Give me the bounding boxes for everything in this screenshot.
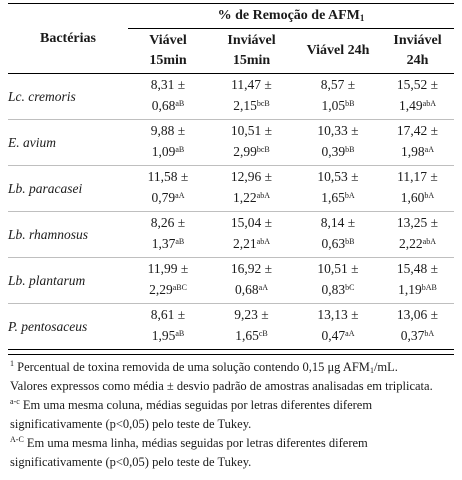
significance-letters: bC [345, 283, 355, 292]
sd-value: $2,22^{abA}$ [399, 236, 436, 251]
group-header: % de Remoção de $AFM_1$ [128, 4, 454, 29]
significance-letters: aBC [172, 283, 187, 292]
significance-letters: abA [256, 191, 270, 200]
sd-value: $0,39^{bB}$ [321, 144, 355, 159]
sd-value: $0,68^{aB}$ [151, 98, 185, 113]
significance-letters: bA [424, 191, 435, 200]
mean-value: 10,51 ± [317, 261, 359, 276]
value-cell [295, 74, 381, 120]
mean-value: 11,17 ± [397, 169, 438, 184]
footnote-1: $^1$ Percentual de toxina removida de uma solução contendo 0,15 μg $AFM_1/mL$. [10, 359, 398, 375]
mean-value: 10,51 ± [230, 123, 273, 138]
bacteria-name: Lc. cremoris [8, 74, 128, 120]
significance-letters: cB [258, 329, 268, 338]
row-header: Bactérias [8, 4, 128, 74]
mean-value: 13,06 ± [396, 307, 439, 322]
table-row [8, 258, 454, 304]
mean-value: 11,58 ± [147, 169, 189, 184]
footnote-3: $^{a-c}$ Em uma mesma coluna, médias seguidas por letras diferentes diferem significativamente (p<0,05) pelo teste de Tukey. [10, 397, 373, 431]
value-cell [128, 304, 208, 350]
sd-value: $0,68^{aA}$ [235, 282, 268, 297]
sd-value: $1,09^{aB}$ [151, 144, 185, 159]
sd-value: $1,05^{bB}$ [321, 98, 355, 113]
sd-value: $2,99^{bcB}$ [233, 144, 270, 159]
sd-value: $2,29^{aBC}$ [149, 282, 187, 297]
value-cell [381, 74, 454, 120]
mean-value: 8,31 ± [150, 77, 186, 92]
sd-value: $0,63^{bB}$ [321, 236, 355, 251]
mean-value: 8,61 ± [150, 307, 186, 322]
significance-letters: bB [345, 145, 355, 154]
value-cell [208, 258, 295, 304]
col-header-inviavel-24h: Inviável 24h [381, 29, 454, 74]
table-row [8, 74, 454, 120]
significance-letters: aB [175, 99, 185, 108]
value-cell [208, 74, 295, 120]
mean-value: 12,96 ± [230, 169, 273, 184]
significance-letters: aA [175, 191, 185, 200]
significance-letters: abA [422, 99, 436, 108]
mean-value: 11,47 ± [231, 77, 272, 92]
bacteria-name: Lb. paracasei [8, 166, 128, 212]
significance-letters: aB [175, 329, 185, 338]
sd-value: $1,37^{aB}$ [151, 236, 185, 251]
sd-value: $1,49^{abA}$ [399, 98, 436, 113]
mean-value: 9,88 ± [150, 123, 186, 138]
significance-letters: aA [345, 329, 355, 338]
mean-value: 13,25 ± [396, 215, 439, 230]
value-cell [208, 166, 295, 212]
mean-value: 15,04 ± [230, 215, 273, 230]
value-cell [381, 212, 454, 258]
mean-value: 10,53 ± [317, 169, 359, 184]
mean-value: 16,92 ± [230, 261, 273, 276]
table-row [8, 304, 454, 350]
table-row [8, 166, 454, 212]
value-cell [128, 166, 208, 212]
significance-letters: aA [258, 283, 268, 292]
sd-value: $1,22^{abA}$ [233, 190, 270, 205]
value-cell [381, 166, 454, 212]
value-cell [295, 166, 381, 212]
mean-value: 15,52 ± [396, 77, 439, 92]
mean-value: 9,23 ± [234, 307, 269, 322]
mean-value: 13,13 ± [317, 307, 359, 322]
value-cell [128, 258, 208, 304]
sd-value: $0,47^{aA}$ [321, 328, 355, 343]
sd-value: $2,15^{bcB}$ [233, 98, 270, 113]
sd-value: $0,37^{bA}$ [400, 328, 435, 343]
value-cell [381, 304, 454, 350]
mean-value: 11,99 ± [147, 261, 189, 276]
footnote-4: $^{A-C}$ Em uma mesma linha, médias seguidas por letras diferentes diferem significativamente (p<0,05) pelo teste de Tukey. [10, 435, 368, 469]
col-header-viavel-15min: Viável 15min [128, 29, 208, 74]
table-footnotes [8, 354, 454, 472]
significance-letters: abA [256, 237, 270, 246]
table-container [8, 3, 454, 472]
bacteria-name: Lb. plantarum [8, 258, 128, 304]
sd-value: $1,65^{cB}$ [235, 328, 268, 343]
significance-letters: aB [175, 237, 185, 246]
value-cell [208, 212, 295, 258]
mean-value: 17,42 ± [396, 123, 439, 138]
significance-letters: abA [422, 237, 436, 246]
value-cell [295, 120, 381, 166]
value-cell [128, 74, 208, 120]
table-row [8, 120, 454, 166]
value-cell [128, 212, 208, 258]
sd-value: $1,65^{bA}$ [321, 190, 355, 205]
footnote-2: Valores expressos como média ± desvio padrão de amostras analisadas em triplicata. [10, 379, 433, 393]
value-cell [295, 212, 381, 258]
value-cell [295, 304, 381, 350]
value-cell [128, 120, 208, 166]
significance-letters: bA [344, 191, 355, 200]
mean-value: 8,57 ± [320, 77, 356, 92]
significance-letters: bB [345, 237, 355, 246]
mean-value: 8,14 ± [320, 215, 356, 230]
col-header-inviavel-15min: Inviável 15min [208, 29, 295, 74]
bacteria-name: Lb. rhamnosus [8, 212, 128, 258]
significance-letters: bcB [256, 145, 270, 154]
sd-value: $0,79^{aA}$ [151, 190, 185, 205]
sd-value: $1,98^{aA}$ [401, 144, 434, 159]
significance-letters: aA [424, 145, 434, 154]
sd-value: $1,19^{bAB}$ [398, 282, 437, 297]
col-header-viavel-24h: Viável 24h [295, 29, 381, 74]
table-row [8, 212, 454, 258]
mean-value: 8,26 ± [150, 215, 186, 230]
significance-letters: bB [345, 99, 355, 108]
mean-value: 15,48 ± [396, 261, 439, 276]
value-cell [381, 120, 454, 166]
significance-letters: bA [424, 329, 435, 338]
significance-letters: aB [175, 145, 185, 154]
afm-removal-table [8, 3, 454, 350]
value-cell [295, 258, 381, 304]
mean-value: 10,33 ± [317, 123, 359, 138]
significance-letters: bAB [421, 283, 437, 292]
significance-letters: bcB [256, 99, 270, 108]
sd-value: $1,95^{aB}$ [151, 328, 185, 343]
bacteria-name: E. avium [8, 120, 128, 166]
value-cell [381, 258, 454, 304]
sd-value: $1,60^{bA}$ [400, 190, 435, 205]
value-cell [208, 304, 295, 350]
value-cell [208, 120, 295, 166]
sd-value: $0,83^{bC}$ [321, 282, 355, 297]
bacteria-name: P. pentosaceus [8, 318, 88, 334]
sd-value: $2,21^{abA}$ [233, 236, 270, 251]
table-body [8, 74, 454, 350]
